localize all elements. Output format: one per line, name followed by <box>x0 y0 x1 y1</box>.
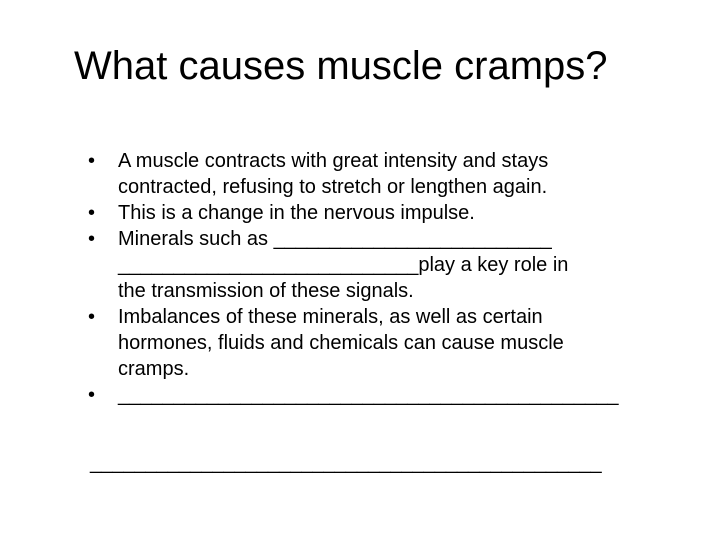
bullet-text-line: contracted, refusing to stretch or lengthen again. <box>118 176 548 198</box>
bullet-list <box>88 148 688 408</box>
bullet-item <box>88 226 688 304</box>
bullet-text-line: hormones, fluids and chemicals can cause muscle <box>118 332 564 354</box>
bullet-icon: • <box>88 384 96 406</box>
bullet-text-line: the transmission of these signals. <box>118 280 414 302</box>
bullet-icon: • <box>88 150 96 172</box>
blank-answer-line: _____________________________________________ <box>118 384 619 406</box>
bullet-icon: • <box>88 202 96 224</box>
bullet-icon: • <box>88 306 96 328</box>
bullet-item <box>88 148 688 200</box>
bullet-icon: • <box>88 228 96 250</box>
bullet-item <box>88 200 688 226</box>
bullet-text-line: Minerals such as _________________________ <box>118 228 552 250</box>
bullet-text-line: ___________________________play a key role in <box>118 254 569 276</box>
bullet-text-line: A muscle contracts with great intensity and stays <box>118 150 549 172</box>
bullet-item <box>88 304 688 382</box>
slide-title: What causes muscle cramps? <box>74 44 608 88</box>
bullet-text-line: This is a change in the nervous impulse. <box>118 202 475 224</box>
blank-answer-line: ______________________________________________ <box>90 452 602 474</box>
bullet-item <box>88 382 688 408</box>
bullet-text-line: cramps. <box>118 358 190 380</box>
bullet-text-line: Imbalances of these minerals, as well as certain <box>118 306 543 328</box>
